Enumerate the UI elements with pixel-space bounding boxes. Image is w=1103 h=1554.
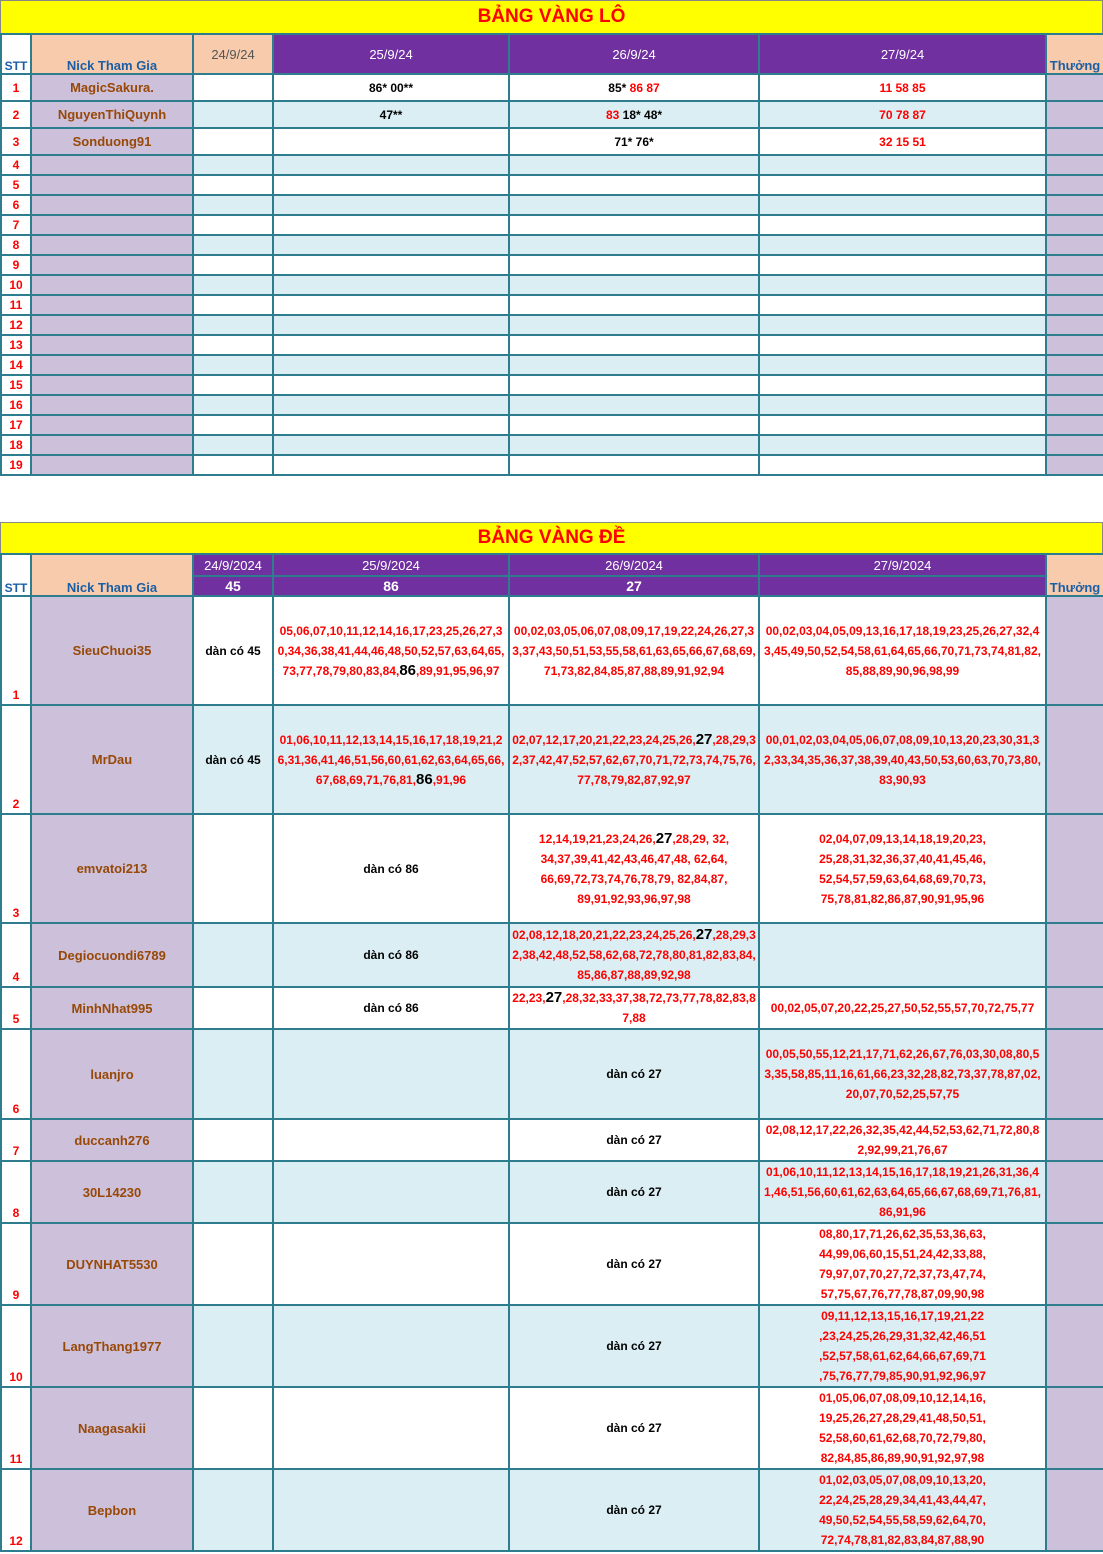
pick-cell [193, 255, 273, 275]
number-text: ,91,96 [432, 772, 467, 787]
number-list: 00,01,02,03,04,05,06,07,08,09,10,13,20,23,30,31,32,33,34,35,36,37,38,39,40,43,50,53,60,63,70,73,80,83,90,93 [759, 705, 1046, 814]
dan-cell: dàn có 27 [509, 1119, 759, 1161]
pick-cell [509, 355, 759, 375]
number-text: 22,23, [512, 991, 546, 1005]
pick-cell [509, 335, 759, 355]
pick-cell [273, 375, 509, 395]
pick-text: 47** [379, 107, 403, 122]
hit-number: 27 [545, 989, 563, 1006]
table-row [1, 101, 1103, 128]
result-cell: 86 [273, 576, 509, 596]
stt-cell: 17 [1, 415, 31, 435]
stt-cell: 10 [1, 275, 31, 295]
stt-header: STT [1, 34, 31, 74]
stt-cell: 19 [1, 455, 31, 475]
dan-cell [273, 1161, 509, 1223]
pick-cell [759, 435, 1046, 455]
date-header: 27/9/24 [759, 34, 1046, 74]
nick-cell [31, 455, 193, 475]
nick-cell [31, 315, 193, 335]
pick-cell [273, 195, 509, 215]
pick-cell [759, 235, 1046, 255]
table-row [1, 1305, 1103, 1387]
stt-cell: 11 [1, 1387, 31, 1469]
pick-cell [759, 275, 1046, 295]
dan-cell: dàn có 27 [509, 1469, 759, 1551]
dan-cell: dàn có 27 [509, 1161, 759, 1223]
stt-cell: 7 [1, 1119, 31, 1161]
pick-cell [759, 315, 1046, 335]
number-list [759, 923, 1046, 987]
thuong-cell [1046, 435, 1103, 455]
nick-cell [31, 175, 193, 195]
stt-header: STT [1, 554, 31, 596]
stt-cell: 1 [1, 596, 31, 705]
number-text: 05,06,07,10,11,12,14,16,17,23,25,26,27,30,34,36,38,41,44,46,48,50,52,57,63,64,65,73,77,78,79,80,83,84, [277, 623, 505, 678]
stt-cell: 3 [1, 128, 31, 155]
nick-cell [31, 435, 193, 455]
thuong-cell [1046, 275, 1103, 295]
table-row [1, 295, 1103, 315]
stt-cell: 9 [1, 1223, 31, 1305]
pick-cell [509, 455, 759, 475]
dan-cell [273, 1119, 509, 1161]
pick-cell [193, 128, 273, 155]
thuong-cell [1046, 315, 1103, 335]
dan-cell: dàn có 27 [509, 1029, 759, 1119]
thuong-cell [1046, 923, 1103, 987]
table-row [1, 435, 1103, 455]
stt-cell: 2 [1, 101, 31, 128]
dan-cell: dàn có 27 [509, 1305, 759, 1387]
pick-cell [509, 175, 759, 195]
nick-cell: duccanh276 [31, 1119, 193, 1161]
stt-cell: 9 [1, 255, 31, 275]
nick-cell [31, 295, 193, 315]
pick-cell [509, 395, 759, 415]
dan-cell [193, 1119, 273, 1161]
pick-cell [273, 255, 509, 275]
dan-cell [193, 814, 273, 923]
pick-cell [193, 74, 273, 101]
table-row [1, 255, 1103, 275]
stt-cell: 15 [1, 375, 31, 395]
thuong-header: Thưởng [1046, 554, 1103, 596]
pick-cell [193, 335, 273, 355]
table-row [1, 315, 1103, 335]
pick-cell [273, 435, 509, 455]
pick-cell [193, 101, 273, 128]
stt-cell: 13 [1, 335, 31, 355]
pick-cell [509, 74, 759, 101]
dan-cell: dàn có 86 [273, 987, 509, 1029]
thuong-cell [1046, 255, 1103, 275]
stt-cell: 11 [1, 295, 31, 315]
pick-cell [273, 275, 509, 295]
pick-cell [759, 455, 1046, 475]
dan-cell: dàn có 45 [193, 596, 273, 705]
stt-cell: 7 [1, 215, 31, 235]
nick-header: Nick Tham Gia [31, 554, 193, 596]
pick-cell [509, 315, 759, 335]
number-list: 00,02,03,04,05,09,13,16,17,18,19,23,25,26,27,32,43,45,49,50,52,54,58,61,64,65,66,70,71,73,74,81,82,85,88,89,90,96,98,99 [759, 596, 1046, 705]
nick-cell [31, 275, 193, 295]
pick-cell [273, 295, 509, 315]
table-row [1, 355, 1103, 375]
thuong-cell [1046, 415, 1103, 435]
dan-cell: dàn có 86 [273, 923, 509, 987]
nick-cell: NguyenThiQuynh [31, 101, 193, 128]
nick-cell: Sonduong91 [31, 128, 193, 155]
thuong-cell [1046, 596, 1103, 705]
number-list [509, 705, 759, 814]
pick-cell [509, 255, 759, 275]
nick-cell [31, 395, 193, 415]
nick-cell [31, 415, 193, 435]
dan-cell [273, 1305, 509, 1387]
pick-text: 83 [605, 107, 620, 122]
dan-cell: dàn có 86 [273, 814, 509, 923]
number-list [509, 814, 759, 923]
table-row [1, 814, 1103, 923]
stt-cell: 1 [1, 74, 31, 101]
number-text: ,28,29,32,37,42,47,52,57,62,67,70,71,72,73,74,75,76,77,78,79,82,87,92,97 [512, 732, 756, 787]
dan-cell [193, 1305, 273, 1387]
pick-text: 18* 48* [619, 107, 663, 122]
pick-cell [759, 415, 1046, 435]
pick-cell [193, 435, 273, 455]
pick-cell [273, 155, 509, 175]
pick-cell [193, 195, 273, 215]
pick-cell [759, 175, 1046, 195]
table-row [1, 1387, 1103, 1469]
dan-cell [193, 1469, 273, 1551]
thuong-cell [1046, 1029, 1103, 1119]
stt-cell: 6 [1, 1029, 31, 1119]
pick-cell [193, 215, 273, 235]
dan-cell [193, 987, 273, 1029]
thuong-cell [1046, 215, 1103, 235]
table-row [1, 175, 1103, 195]
thuong-cell [1046, 705, 1103, 814]
pick-text: 86* 00** [368, 80, 414, 95]
thuong-cell [1046, 1387, 1103, 1469]
number-text: ,28,29, 32,34,37,39,41,42,43,46,47,48, 62,64,66,69,72,73,74,76,78,79, 82,84,87,89,91,92,93,96,97,98 [540, 831, 730, 906]
table-row [1, 1469, 1103, 1551]
stt-cell: 8 [1, 235, 31, 255]
pick-cell [759, 375, 1046, 395]
table-row [1, 705, 1103, 814]
table-row [1, 987, 1103, 1029]
thuong-cell [1046, 1161, 1103, 1223]
pick-cell [273, 455, 509, 475]
number-list [509, 987, 759, 1029]
number-list: 09,11,12,13,15,16,17,19,21,22 ,23,24,25,26,29,31,32,42,46,51 ,52,57,58,61,62,64,66,67,69,71 ,75,76,77,79,85,90,91,92,96,97 [759, 1305, 1046, 1387]
pick-cell [759, 395, 1046, 415]
stt-cell: 5 [1, 175, 31, 195]
thuong-cell [1046, 814, 1103, 923]
pick-cell [509, 195, 759, 215]
nick-cell [31, 155, 193, 175]
number-list: 00,05,50,55,12,21,17,71,62,26,67,76,03,30,08,80,53,35,58,85,11,16,61,66,23,32,28,82,73,37,78,87,02,20,07,70,52,25,57,75 [759, 1029, 1046, 1119]
hit-number: 86 [399, 661, 417, 679]
pick-cell [273, 355, 509, 375]
pick-cell [193, 235, 273, 255]
pick-cell [759, 255, 1046, 275]
pick-cell [509, 155, 759, 175]
table-row [1, 455, 1103, 475]
stt-cell: 6 [1, 195, 31, 215]
pick-cell [759, 355, 1046, 375]
thuong-cell [1046, 235, 1103, 255]
number-list: 08,80,17,71,26,62,35,53,36,63, 44,99,06,60,15,51,24,42,33,88, 79,97,07,70,27,72,37,73,47,74, 57,75,67,76,77,78,87,09,90,98 [759, 1223, 1046, 1305]
stt-cell: 18 [1, 435, 31, 455]
hit-number: 86 [416, 770, 433, 788]
pick-cell [273, 315, 509, 335]
table-row [1, 128, 1103, 155]
thuong-cell [1046, 195, 1103, 215]
number-text: 12,14,19,21,23,24,26, [538, 831, 656, 846]
table-row [1, 1223, 1103, 1305]
pick-cell [193, 375, 273, 395]
thuong-cell [1046, 101, 1103, 128]
number-list [509, 923, 759, 987]
de-title: BẢNG VÀNG ĐỀ [0, 522, 1103, 554]
dan-cell [193, 1161, 273, 1223]
pick-text: 85* [608, 80, 627, 95]
date-header: 24/9/2024 [193, 554, 273, 576]
nick-cell [31, 355, 193, 375]
table-row [1, 1119, 1103, 1161]
pick-cell [273, 215, 509, 235]
nick-cell [31, 375, 193, 395]
pick-cell [193, 175, 273, 195]
pick-cell [759, 215, 1046, 235]
pick-cell [273, 415, 509, 435]
table-row [1, 195, 1103, 215]
dan-cell [193, 923, 273, 987]
table-row [1, 375, 1103, 395]
nick-cell [31, 255, 193, 275]
pick-cell [273, 235, 509, 255]
lo-title: BẢNG VÀNG LÔ [0, 0, 1103, 34]
nick-cell: LangThang1977 [31, 1305, 193, 1387]
result-cell [759, 576, 1046, 596]
nick-cell: emvatoi213 [31, 814, 193, 923]
nick-cell [31, 335, 193, 355]
pick-cell [273, 128, 509, 155]
pick-cell [509, 415, 759, 435]
dan-cell [273, 1387, 509, 1469]
nick-header: Nick Tham Gia [31, 34, 193, 74]
result-cell: 45 [193, 576, 273, 596]
pick-cell [509, 435, 759, 455]
stt-cell: 12 [1, 1469, 31, 1551]
number-text: ,28,32,33,37,38,72,73,77,78,82,83,87,88 [562, 991, 756, 1025]
stt-cell: 2 [1, 705, 31, 814]
thuong-header: Thưởng [1046, 34, 1103, 74]
nick-cell: Bepbon [31, 1469, 193, 1551]
date-header: 26/9/2024 [509, 554, 759, 576]
number-text: ,89,91,95,96,97 [416, 663, 500, 678]
number-text: 02,08,12,18,20,21,22,23,24,25,26, [512, 928, 696, 942]
dan-cell: dàn có 27 [509, 1223, 759, 1305]
dan-cell [273, 1469, 509, 1551]
table-row [1, 923, 1103, 987]
dan-cell [273, 1223, 509, 1305]
date-header: 24/9/24 [193, 34, 273, 74]
number-list: 01,06,10,11,12,13,14,15,16,17,18,19,21,26,31,36,41,46,51,56,60,61,62,63,64,65,66,67,68,69,71,76,81,86,91,96 [759, 1161, 1046, 1223]
pick-cell [193, 395, 273, 415]
hit-number: 27 [695, 730, 713, 748]
stt-cell: 4 [1, 155, 31, 175]
dan-cell [193, 1223, 273, 1305]
stt-cell: 5 [1, 987, 31, 1029]
thuong-cell [1046, 128, 1103, 155]
pick-cell [193, 155, 273, 175]
thuong-cell [1046, 335, 1103, 355]
nick-cell: DUYNHAT5530 [31, 1223, 193, 1305]
pick-cell: 71* 76* [509, 128, 759, 155]
thuong-cell [1046, 175, 1103, 195]
number-list: 01,05,06,07,08,09,10,12,14,16, 19,25,26,27,28,29,41,48,50,51, 52,58,60,61,62,68,70,72,79,80, 82,84,85,86,89,90,91,92,97,98 [759, 1387, 1046, 1469]
nick-cell [31, 195, 193, 215]
pick-cell [759, 195, 1046, 215]
number-list: 00,02,03,05,06,07,08,09,17,19,22,24,26,27,33,37,43,50,51,53,55,58,61,63,65,66,67,68,69,71,73,82,84,85,87,88,89,91,92,94 [509, 596, 759, 705]
pick-cell [193, 455, 273, 475]
table-row [1, 1029, 1103, 1119]
pick-cell [273, 175, 509, 195]
lo-table [0, 33, 1103, 476]
nick-cell: MrDau [31, 705, 193, 814]
pick-cell [273, 395, 509, 415]
stt-cell: 3 [1, 814, 31, 923]
thuong-cell [1046, 1305, 1103, 1387]
dan-cell [273, 1029, 509, 1119]
number-text: 01,06,10,11,12,13,14,15,16,17,18,19,21,26,31,36,41,46,51,56,60,61,62,63,64,65,66,67,68,69,71,76,81, [277, 732, 505, 787]
de-table [0, 553, 1103, 1552]
nick-cell: SieuChuoi35 [31, 596, 193, 705]
pick-cell [273, 74, 509, 101]
pick-cell [759, 155, 1046, 175]
thuong-cell [1046, 1119, 1103, 1161]
table-row [1, 215, 1103, 235]
table-row [1, 395, 1103, 415]
thuong-cell [1046, 295, 1103, 315]
pick-cell: 70 78 87 [759, 101, 1046, 128]
stt-cell: 10 [1, 1305, 31, 1387]
pick-cell: 32 15 51 [759, 128, 1046, 155]
table-row [1, 1161, 1103, 1223]
pick-cell [193, 315, 273, 335]
stt-cell: 16 [1, 395, 31, 415]
stt-cell: 14 [1, 355, 31, 375]
pick-cell [193, 275, 273, 295]
nick-cell: Degiocuondi6789 [31, 923, 193, 987]
pick-cell [193, 415, 273, 435]
pick-text: 86 87 [626, 80, 660, 95]
pick-cell [193, 355, 273, 375]
thuong-cell [1046, 375, 1103, 395]
number-list [273, 596, 509, 705]
date-header: 25/9/2024 [273, 554, 509, 576]
nick-cell: MagicSakura. [31, 74, 193, 101]
number-list: 02,08,12,17,22,26,32,35,42,44,52,53,62,71,72,80,82,92,99,21,76,67 [759, 1119, 1046, 1161]
table-row [1, 335, 1103, 355]
result-cell: 27 [509, 576, 759, 596]
date-header: 27/9/2024 [759, 554, 1046, 576]
dan-cell: dàn có 27 [509, 1387, 759, 1469]
pick-cell [273, 335, 509, 355]
number-text: 02,07,12,17,20,21,22,23,24,25,26, [512, 732, 696, 747]
pick-cell [273, 101, 509, 128]
thuong-cell [1046, 355, 1103, 375]
thuong-cell [1046, 155, 1103, 175]
thuong-cell [1046, 74, 1103, 101]
thuong-cell [1046, 395, 1103, 415]
hit-number: 27 [695, 926, 713, 943]
nick-cell: MinhNhat995 [31, 987, 193, 1029]
table-row [1, 155, 1103, 175]
stt-cell: 4 [1, 923, 31, 987]
pick-cell [193, 295, 273, 315]
pick-cell [759, 335, 1046, 355]
number-list: 00,02,05,07,20,22,25,27,50,52,55,57,70,72,75,77 [759, 987, 1046, 1029]
table-row [1, 275, 1103, 295]
nick-cell: Naagasakii [31, 1387, 193, 1469]
stt-cell: 12 [1, 315, 31, 335]
stt-cell: 8 [1, 1161, 31, 1223]
pick-cell [509, 295, 759, 315]
number-list: 02,04,07,09,13,14,18,19,20,23, 25,28,31,32,36,37,40,41,45,46, 52,54,57,59,63,64,68,69,70,73, 75,78,81,82,86,87,90,91,95,96 [759, 814, 1046, 923]
pick-cell [509, 101, 759, 128]
table-row [1, 74, 1103, 101]
pick-cell: 11 58 85 [759, 74, 1046, 101]
nick-cell [31, 235, 193, 255]
dan-cell: dàn có 45 [193, 705, 273, 814]
thuong-cell [1046, 1223, 1103, 1305]
nick-cell [31, 215, 193, 235]
hit-number: 27 [655, 829, 673, 847]
number-list [273, 705, 509, 814]
number-text: ,28,29,32,38,42,48,52,58,62,68,72,78,80,81,82,83,84,85,86,87,88,89,92,98 [512, 928, 756, 982]
pick-cell [509, 275, 759, 295]
nick-cell: luanjro [31, 1029, 193, 1119]
date-header: 26/9/24 [509, 34, 759, 74]
thuong-cell [1046, 1469, 1103, 1551]
pick-cell [509, 235, 759, 255]
nick-cell: 30L14230 [31, 1161, 193, 1223]
thuong-cell [1046, 455, 1103, 475]
pick-cell [509, 215, 759, 235]
number-list: 01,02,03,05,07,08,09,10,13,20, 22,24,25,28,29,34,41,43,44,47, 49,50,52,54,55,58,59,62,64,70, 72,74,78,81,82,83,84,87,88,90 [759, 1469, 1046, 1551]
table-row [1, 235, 1103, 255]
table-row [1, 596, 1103, 705]
table-row [1, 415, 1103, 435]
dan-cell [193, 1387, 273, 1469]
date-header: 25/9/24 [273, 34, 509, 74]
pick-cell [759, 295, 1046, 315]
dan-cell [193, 1029, 273, 1119]
pick-cell [509, 375, 759, 395]
thuong-cell [1046, 987, 1103, 1029]
